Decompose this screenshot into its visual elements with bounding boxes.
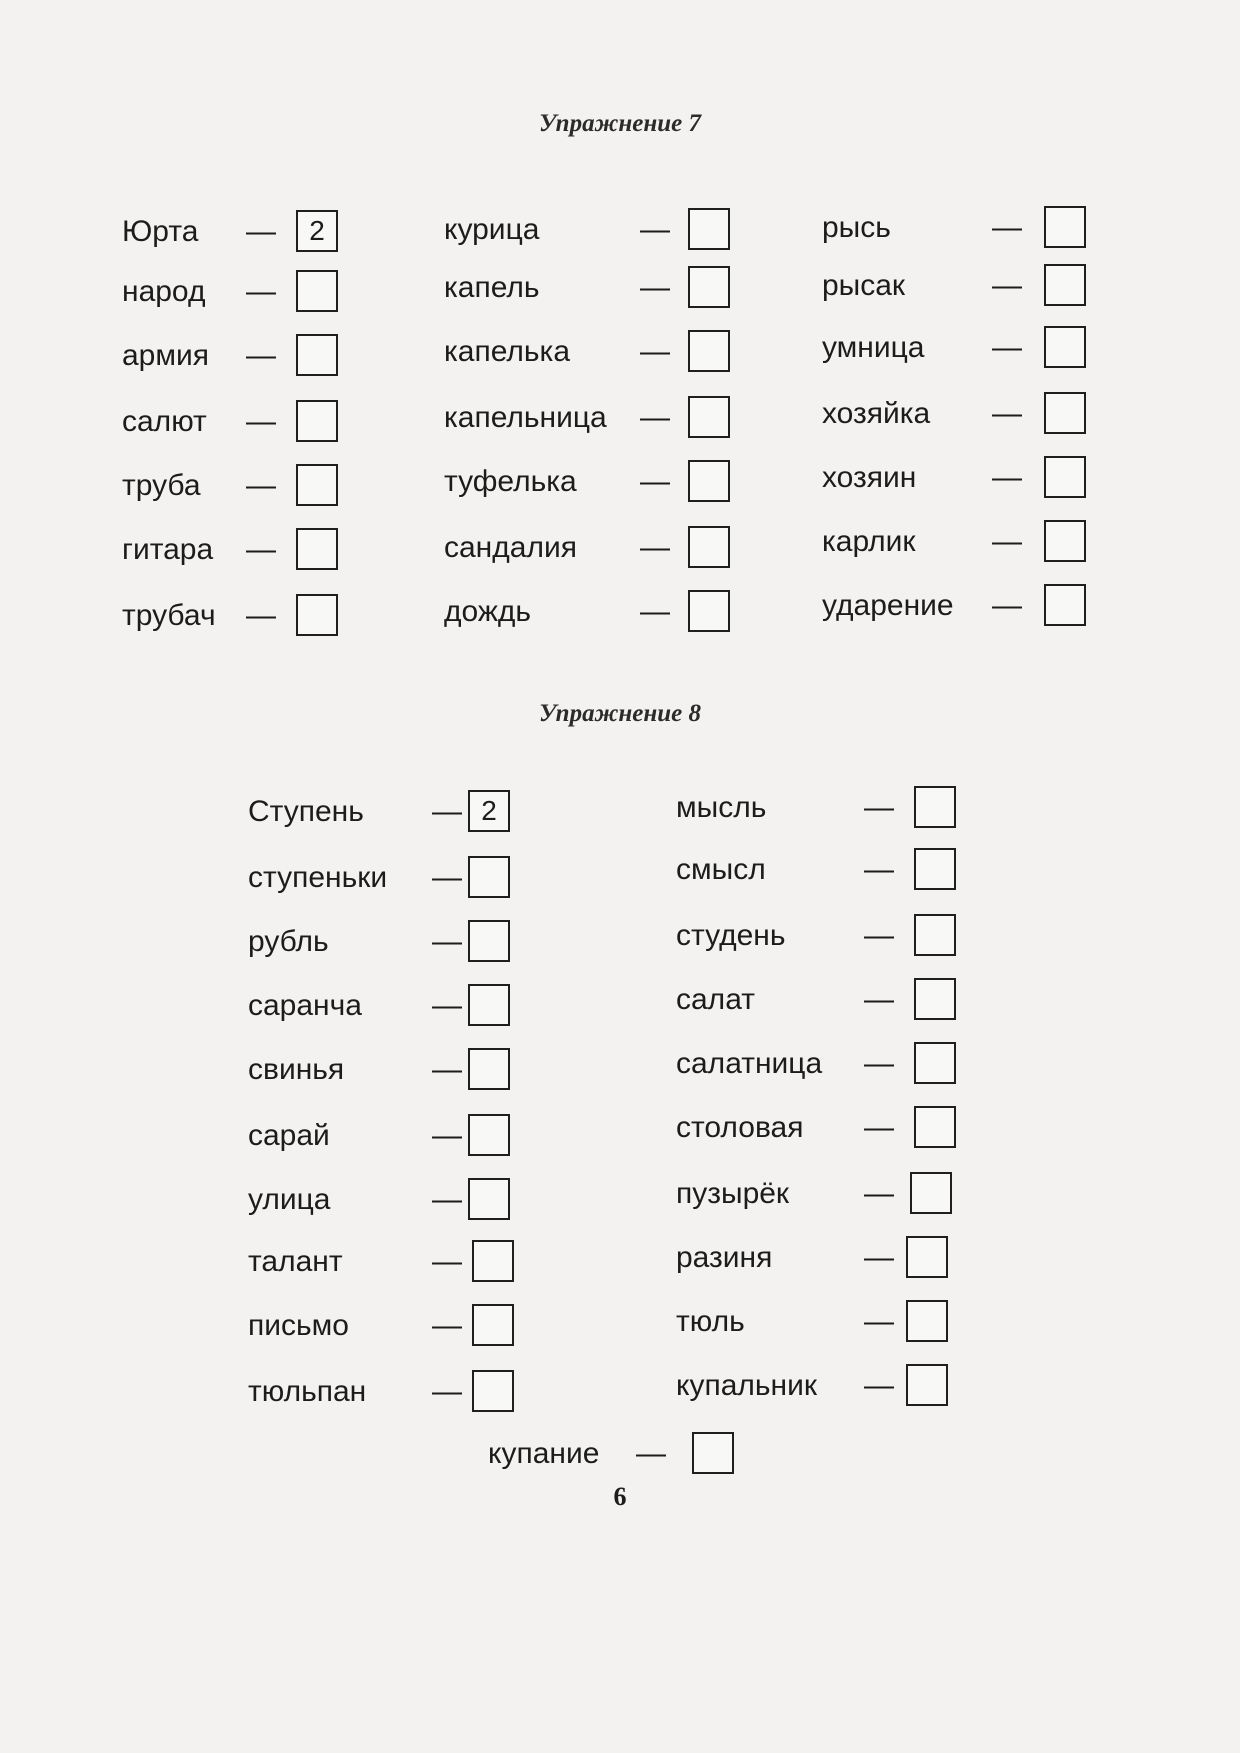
syllable-count-box[interactable]	[1044, 264, 1086, 306]
word: талант	[248, 1245, 343, 1278]
dash: —	[432, 795, 462, 828]
word: пузырёк	[676, 1177, 790, 1210]
word: смысл	[676, 853, 766, 886]
dash: —	[992, 397, 1022, 430]
word: рысак	[822, 269, 906, 302]
syllable-count-box[interactable]	[468, 1114, 510, 1156]
syllable-count-box[interactable]	[1044, 326, 1086, 368]
word: тюльпан	[248, 1375, 367, 1408]
word: ступеньки	[248, 861, 388, 894]
syllable-count-box[interactable]	[472, 1304, 514, 1346]
syllable-count-box[interactable]	[688, 266, 730, 308]
syllable-count-box[interactable]	[688, 590, 730, 632]
dash: —	[432, 1309, 462, 1342]
word: студень	[676, 919, 786, 952]
syllable-count-box[interactable]	[1044, 456, 1086, 498]
syllable-count-box[interactable]: 2	[468, 790, 510, 832]
syllable-count-box[interactable]	[1044, 206, 1086, 248]
syllable-count-box[interactable]	[914, 786, 956, 828]
dash: —	[246, 215, 276, 248]
dash: —	[992, 589, 1022, 622]
dash: —	[432, 1183, 462, 1216]
syllable-count-box[interactable]	[688, 460, 730, 502]
syllable-count-box[interactable]	[296, 270, 338, 312]
syllable-count-box[interactable]	[296, 334, 338, 376]
syllable-count-box[interactable]	[914, 914, 956, 956]
syllable-count-box[interactable]	[472, 1240, 514, 1282]
word: трубач	[122, 599, 216, 632]
word: сарай	[248, 1119, 330, 1152]
syllable-count-box[interactable]	[692, 1432, 734, 1474]
dash: —	[640, 401, 670, 434]
word: салатница	[676, 1047, 823, 1080]
dash: —	[992, 331, 1022, 364]
dash: —	[864, 791, 894, 824]
dash: —	[640, 335, 670, 368]
syllable-count-box[interactable]	[296, 400, 338, 442]
word: свинья	[248, 1053, 345, 1086]
dash: —	[864, 983, 894, 1016]
exercise-8-title: Упражнение 8	[538, 700, 701, 727]
dash: —	[992, 525, 1022, 558]
word: улица	[248, 1183, 331, 1216]
dash: —	[246, 599, 276, 632]
word: рысь	[822, 211, 891, 244]
word: хозяин	[822, 461, 917, 494]
syllable-count-box[interactable]	[914, 978, 956, 1020]
word: разиня	[676, 1241, 773, 1274]
syllable-count-box[interactable]	[688, 396, 730, 438]
word: капельница	[444, 401, 607, 434]
dash: —	[640, 531, 670, 564]
syllable-count-box[interactable]	[468, 920, 510, 962]
dash: —	[864, 853, 894, 886]
syllable-count-box[interactable]: 2	[296, 210, 338, 252]
dash: —	[432, 989, 462, 1022]
dash: —	[246, 469, 276, 502]
dash: —	[640, 465, 670, 498]
word: тюль	[676, 1305, 745, 1338]
syllable-count-box[interactable]	[296, 594, 338, 636]
syllable-count-box[interactable]	[468, 984, 510, 1026]
word: сандалия	[444, 531, 577, 564]
word: умница	[822, 331, 925, 364]
syllable-count-box[interactable]	[468, 1048, 510, 1090]
dash: —	[432, 1245, 462, 1278]
word: труба	[122, 469, 201, 502]
dash: —	[246, 275, 276, 308]
word: народ	[122, 275, 206, 308]
word: курица	[444, 213, 540, 246]
syllable-count-box[interactable]	[296, 528, 338, 570]
word: рубль	[248, 925, 329, 958]
syllable-count-box[interactable]	[914, 1106, 956, 1148]
word: салат	[676, 983, 755, 1016]
word: столовая	[676, 1111, 804, 1144]
syllable-count-box[interactable]	[688, 208, 730, 250]
word: салют	[122, 405, 207, 438]
syllable-count-box[interactable]	[1044, 392, 1086, 434]
dash: —	[992, 461, 1022, 494]
syllable-count-box[interactable]	[688, 526, 730, 568]
dash: —	[432, 1119, 462, 1152]
dash: —	[864, 919, 894, 952]
dash: —	[864, 1241, 894, 1274]
exercise-7-title: Упражнение 7	[538, 110, 701, 137]
syllable-count-box[interactable]	[468, 856, 510, 898]
word: письмо	[248, 1309, 349, 1342]
dash: —	[432, 1375, 462, 1408]
dash: —	[432, 925, 462, 958]
syllable-count-box[interactable]	[468, 1178, 510, 1220]
syllable-count-box[interactable]	[914, 1042, 956, 1084]
word: мысль	[676, 791, 767, 824]
dash: —	[992, 211, 1022, 244]
dash: —	[246, 339, 276, 372]
word: дождь	[444, 595, 532, 628]
word: Юрта	[122, 215, 199, 248]
dash: —	[864, 1305, 894, 1338]
dash: —	[640, 595, 670, 628]
dash: —	[864, 1177, 894, 1210]
page-number: 6	[613, 1482, 627, 1511]
word: капелька	[444, 335, 571, 368]
syllable-count-box[interactable]	[910, 1172, 952, 1214]
word: саранча	[248, 989, 362, 1022]
dash: —	[636, 1437, 666, 1470]
word: карлик	[822, 525, 916, 558]
syllable-count-box[interactable]	[688, 330, 730, 372]
word: купание	[488, 1437, 600, 1470]
word: гитара	[122, 533, 214, 566]
syllable-count-box[interactable]	[1044, 584, 1086, 626]
syllable-count-box[interactable]	[906, 1236, 948, 1278]
syllable-count-box[interactable]	[906, 1364, 948, 1406]
syllable-count-box[interactable]	[1044, 520, 1086, 562]
dash: —	[864, 1369, 894, 1402]
dash: —	[864, 1111, 894, 1144]
dash: —	[864, 1047, 894, 1080]
word: Ступень	[248, 795, 364, 828]
dash: —	[246, 533, 276, 566]
syllable-count-box[interactable]	[472, 1370, 514, 1412]
dash: —	[992, 269, 1022, 302]
word: хозяйка	[822, 397, 931, 430]
dash: —	[432, 1053, 462, 1086]
syllable-count-box[interactable]	[906, 1300, 948, 1342]
dash: —	[432, 861, 462, 894]
word: купальник	[676, 1369, 817, 1402]
word: туфелька	[444, 465, 577, 498]
syllable-count-box[interactable]	[296, 464, 338, 506]
dash: —	[640, 271, 670, 304]
dash: —	[640, 213, 670, 246]
word: ударение	[822, 589, 954, 622]
word: армия	[122, 339, 209, 372]
dash: —	[246, 405, 276, 438]
syllable-count-box[interactable]	[914, 848, 956, 890]
word: капель	[444, 271, 540, 304]
